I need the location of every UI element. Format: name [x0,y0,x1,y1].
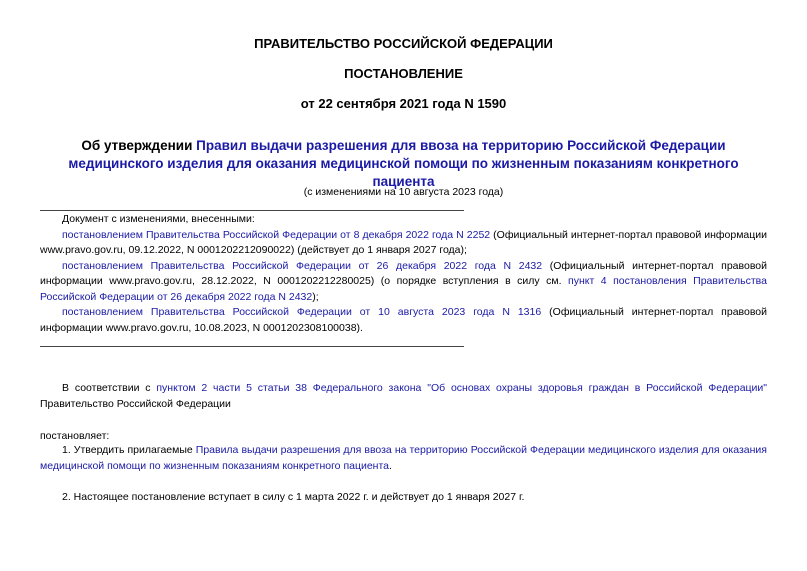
change-text: (Официальный интернет-портал правовой информации www.pravo.gov.ru, 09.12.2022, N 0001202212090022) (действует до 1 января 2027 года); [40,228,767,256]
top-divider [40,210,464,211]
resolves-line: постановляет: [40,430,110,442]
change-text: (Официальный интернет-портал правовой информации www.pravo.gov.ru, 10.08.2023, N 0001202308100038). [40,306,767,334]
change-item [40,228,767,259]
clause-1-suffix: . [389,459,392,472]
change-link-2432-clause4[interactable]: пункт 4 постановления Правительства Российской Федерации от 26 декабря 2022 года N 2432 [40,275,767,303]
issuer-heading: ПРАВИТЕЛЬСТВО РОССИЙСКОЙ ФЕДЕРАЦИИ [254,36,553,51]
change-text: (Официальный интернет-портал правовой информации www.pravo.gov.ru, 28.12.2022, N 0001202212280025) (о порядке вступления в силу см. [40,259,767,287]
clause-1 [40,443,767,474]
change-text-end: ); [312,290,319,303]
clause-1-rules-link[interactable]: Правила выдачи разрешения для ввоза на территорию Российской Федерации медицинского изделия для оказания медицинской помощи по жизненным показаниям конкретного пациента [40,444,767,472]
clause-1-prefix: 1. Утвердить прилагаемые [62,444,196,456]
bottom-divider [40,346,464,347]
title-rules-link[interactable]: Правил выдачи разрешения для ввоза на территорию Российской Федерации медицинского изделия для оказания медицинской помощи по жизненным показаниям конкретного пациента [68,138,739,189]
change-link-2432[interactable]: постановлением Правительства Российской Федерации от 26 декабря 2022 года N 2432 [62,259,543,272]
changes-block [40,212,767,336]
preamble-law-link[interactable]: пунктом 2 части 5 статьи 38 Федерального закона "Об основах охраны здоровья граждан в Российской Федерации" [156,382,767,394]
change-item [40,259,767,306]
change-link-2252[interactable]: постановлением Правительства Российской Федерации от 8 декабря 2022 года N 2252 [62,228,491,241]
preamble-prefix: В соответствии с [62,382,157,394]
title-prefix: Об утверждении [81,138,197,153]
preamble-paragraph [40,381,767,412]
change-link-1316[interactable]: постановлением Правительства Российской Федерации от 10 августа 2023 года N 1316 [62,306,542,318]
date-number-heading: от 22 сентября 2021 года N 1590 [300,96,507,111]
clause-2: 2. Настоящее постановление вступает в силу с 1 марта 2022 г. и действует до 1 января 2027 г. [62,491,525,503]
preamble-suffix: Правительство Российской Федерации [40,397,231,410]
changes-intro: Документ с изменениями, внесенными: [62,213,255,225]
change-item [40,305,767,336]
revision-note: (с изменениями на 10 августа 2023 года) [303,186,504,198]
document-title [40,137,767,191]
doc-type-heading: ПОСТАНОВЛЕНИЕ [344,66,463,81]
